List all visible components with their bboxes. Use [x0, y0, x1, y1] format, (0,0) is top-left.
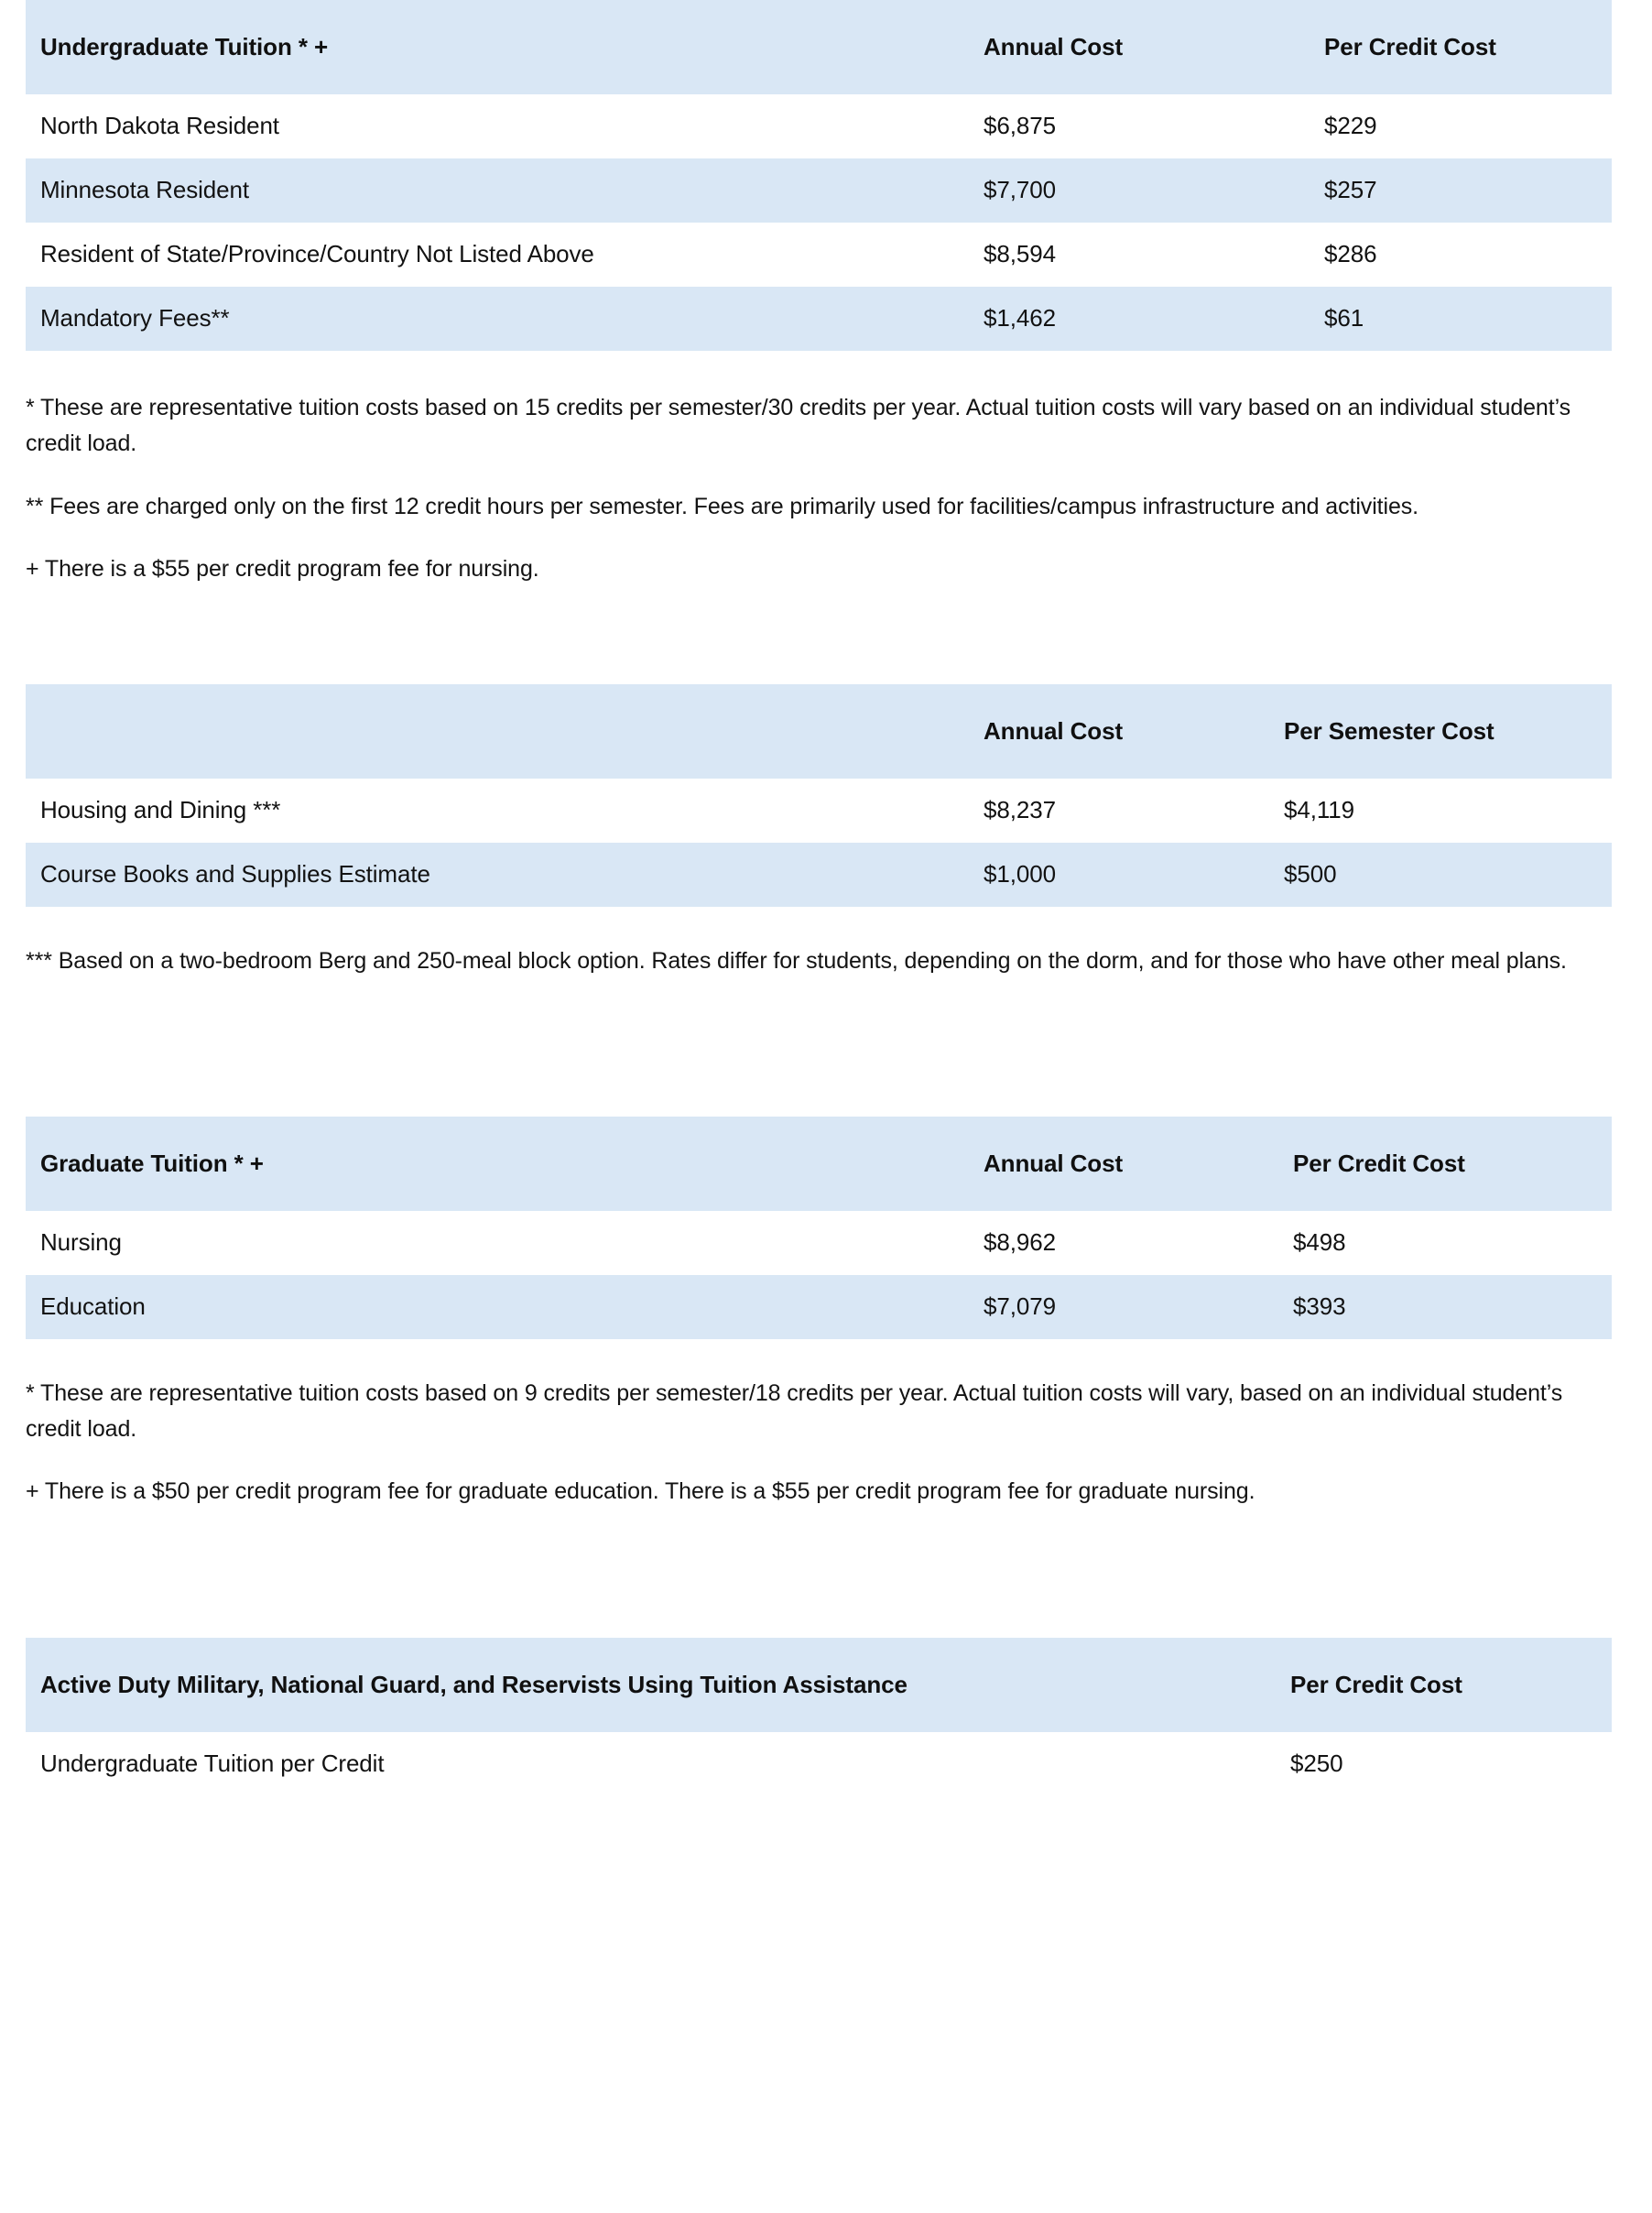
- cell-annual-cost: $8,594: [984, 240, 1056, 268]
- housing-and-supplies-table: [26, 684, 1612, 907]
- row-label: Mandatory Fees**: [40, 304, 230, 332]
- table-header-row: [26, 684, 1612, 779]
- table-header-row: [26, 1117, 1612, 1211]
- column-header-annual-cost: Annual Cost: [971, 684, 1271, 779]
- column-header-annual-cost: Annual Cost: [971, 0, 1311, 94]
- cell-annual-cost: $7,079: [984, 1292, 1056, 1320]
- footnote-asterisk: * These are representative tuition costs based on 15 credits per semester/30 credits per year. Actual tuition costs will vary based on an individual student’s credit load.: [26, 395, 1570, 456]
- row-label: Resident of State/Province/Country Not Listed Above: [40, 240, 594, 268]
- table-row: [26, 779, 1612, 843]
- table-row: [26, 287, 1612, 351]
- row-label: Undergraduate Tuition per Credit: [40, 1750, 385, 1778]
- cell-per-credit-cost: $257: [1324, 176, 1377, 204]
- cell-annual-cost: $1,462: [984, 304, 1056, 332]
- cell-per-semester-cost: $500: [1284, 860, 1337, 888]
- footnote-plus: + There is a $50 per credit program fee for graduate education. There is a $55 per credit program fee for graduate nursing.: [26, 1478, 1255, 1505]
- cell-per-credit-cost: $229: [1324, 112, 1377, 140]
- column-header-active-duty-military: Active Duty Military, National Guard, and Reservists Using Tuition Assistance: [26, 1638, 1277, 1732]
- table-header-row: [26, 0, 1612, 94]
- row-label: Course Books and Supplies Estimate: [40, 860, 430, 888]
- row-label: Education: [40, 1292, 146, 1320]
- cell-annual-cost: $7,700: [984, 176, 1056, 204]
- military-tuition-assistance-table: [26, 1638, 1612, 1796]
- cell-annual-cost: $1,000: [984, 860, 1056, 888]
- table-row: [26, 843, 1612, 907]
- footnote-plus: + There is a $55 per credit program fee for nursing.: [26, 556, 539, 583]
- cell-per-credit-cost: $61: [1324, 304, 1364, 332]
- cell-per-credit-cost: $498: [1293, 1227, 1346, 1256]
- table-row: [26, 94, 1612, 158]
- column-header-blank: [26, 684, 971, 779]
- table-row: [26, 1211, 1612, 1275]
- footnote-asterisk: * These are representative tuition costs based on 9 credits per semester/18 credits per year. Actual tuition costs will vary, based on an individual student’s credit load.: [26, 1379, 1563, 1442]
- column-header-per-credit-cost: Per Credit Cost: [1311, 0, 1612, 94]
- cell-per-credit-cost: $286: [1324, 240, 1377, 268]
- column-header-undergraduate-tuition: Undergraduate Tuition * +: [26, 0, 971, 94]
- cell-annual-cost: $6,875: [984, 112, 1056, 140]
- column-header-per-credit-cost: Per Credit Cost: [1280, 1117, 1612, 1211]
- cell-per-semester-cost: $4,119: [1284, 796, 1354, 824]
- table-row: [26, 158, 1612, 223]
- graduate-tuition-table: [26, 1117, 1612, 1339]
- row-label: Housing and Dining ***: [40, 796, 281, 824]
- undergraduate-footnotes: [26, 390, 1626, 587]
- footnote-double-asterisk: ** Fees are charged only on the first 12 credit hours per semester. Fees are primarily used for facilities/campus infrastructure and activities.: [26, 493, 1419, 519]
- undergraduate-tuition-table: [26, 0, 1612, 351]
- cell-per-credit-cost: $393: [1293, 1292, 1346, 1320]
- table-row: [26, 1732, 1612, 1796]
- row-label: North Dakota Resident: [40, 112, 279, 140]
- housing-footnotes: [26, 943, 1626, 979]
- row-label: Minnesota Resident: [40, 176, 249, 204]
- column-header-graduate-tuition: Graduate Tuition * +: [26, 1117, 971, 1211]
- table-row: [26, 223, 1612, 287]
- table-header-row: [26, 1638, 1612, 1732]
- footnote-triple-asterisk: *** Based on a two-bedroom Berg and 250-meal block option. Rates differ for students, depending on the dorm, and for those who have other meal plans.: [26, 948, 1567, 974]
- graduate-footnotes: [26, 1376, 1626, 1510]
- column-header-per-credit-cost: Per Credit Cost: [1277, 1638, 1612, 1732]
- cell-annual-cost: $8,237: [984, 796, 1056, 824]
- table-row: [26, 1275, 1612, 1339]
- cell-per-credit-cost: $250: [1290, 1750, 1343, 1778]
- row-label: Nursing: [40, 1227, 122, 1256]
- column-header-annual-cost: Annual Cost: [971, 1117, 1280, 1211]
- cell-annual-cost: $8,962: [984, 1227, 1056, 1256]
- column-header-per-semester-cost: Per Semester Cost: [1271, 684, 1612, 779]
